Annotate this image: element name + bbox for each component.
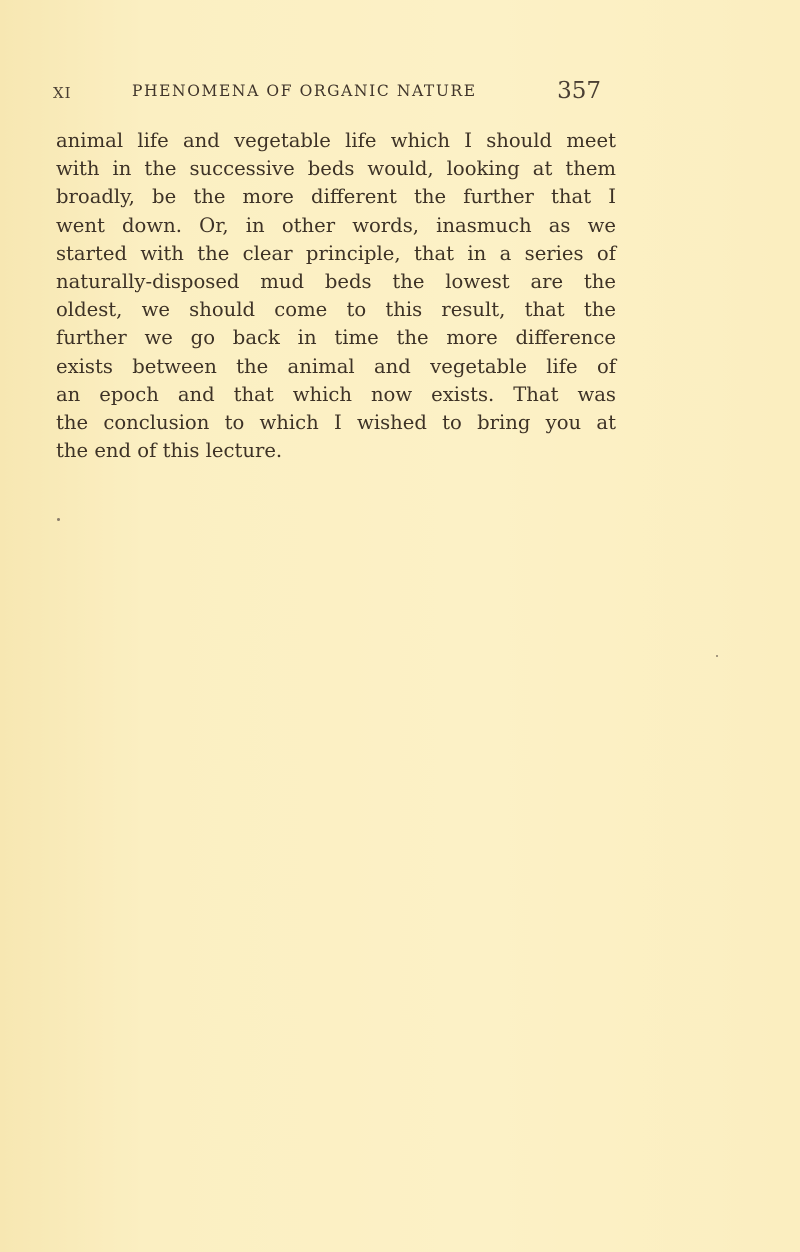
chapter-number: XI (53, 84, 72, 102)
text-line: broadly, be the more different the further that I (56, 185, 616, 209)
paper-speck (716, 655, 718, 657)
body-paragraph (56, 127, 616, 465)
page-number: 357 (557, 78, 601, 104)
text-line: animal life and vegetable life which I should meet (56, 129, 616, 152)
running-head (53, 78, 601, 108)
text-line: naturally-disposed mud beds the lowest are the (56, 270, 616, 294)
text-line: the end of this lecture. (56, 439, 283, 463)
running-title: PHENOMENA OF ORGANIC NATURE (132, 82, 477, 100)
text-line: with in the successive beds would, looking at them (56, 157, 616, 181)
text-line: oldest, we should come to this result, that the (56, 298, 616, 322)
paper-speck (57, 518, 60, 521)
text-line: further we go back in time the more difference (56, 326, 616, 350)
text-line: the conclusion to which I wished to bring you at (56, 411, 616, 435)
text-line: an epoch and that which now exists. That was (56, 382, 616, 406)
text-line: went down. Or, in other words, inasmuch as we (56, 213, 616, 237)
text-line: exists between the animal and vegetable life of (56, 354, 616, 378)
text-line: started with the clear principle, that in a series of (56, 241, 616, 265)
